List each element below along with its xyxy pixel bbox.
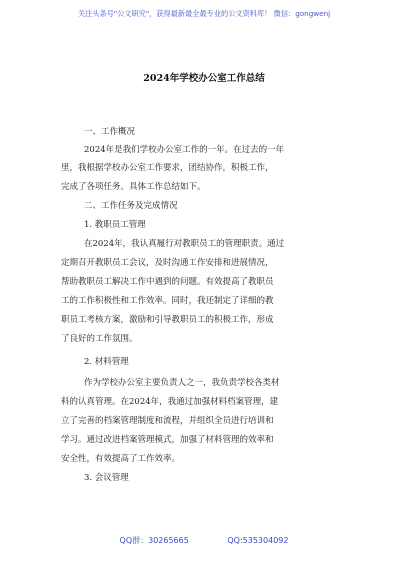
footer-contact [0, 535, 408, 546]
body-line: 立了完善的档案管理制度和流程，并组织全员进行培训和 [61, 416, 274, 426]
body-line: 安全性，有效提高了工作效率。 [61, 454, 181, 464]
body-line: 里，我根据学校办公室工作要求，团结协作，积极工作， [61, 163, 274, 173]
body-line: 定期召开教职员工会议，及时沟通工作安排和进展情况， [61, 258, 274, 268]
header-banner: 关注头条号"公文研究"，获得最新最全最专业的公文资料库！ 微信：gongwenj [77, 9, 331, 18]
body-line: 料的认真管理。在2024年，我通过加强材料档案管理，建 [61, 397, 279, 407]
body-line: 2024年是我们学校办公室工作的一年。在过去的一年 [84, 145, 285, 155]
body-line: 作为学校办公室主要负责人之一，我负责学校各类材 [84, 378, 280, 388]
body-line: 帮助教职员工解决工作中遇到的问题。有效提高了教职员 [61, 277, 274, 287]
section-heading: 二、工作任务及完成情况 [84, 201, 178, 211]
subsection-heading: 3. 会议管理 [84, 473, 129, 483]
body-line: 在2024年，我认真履行对教职员工的管理职责。通过 [84, 239, 285, 249]
body-line: 完成了各项任务。具体工作总结如下。 [61, 182, 206, 192]
body-line: 工的工作积极性和工作效率。同时，我还制定了详细的教 [61, 296, 274, 306]
subsection-heading: 1. 教职员工管理 [84, 220, 146, 230]
subsection-heading: 2. 材料管理 [84, 357, 129, 367]
qq-number-text: QQ:535304092 [227, 536, 289, 545]
body-line: 学习。通过改进档案管理模式，加强了材料管理的效率和 [61, 435, 274, 445]
body-line: 职员工考核方案，激励和引导教职员工的积极工作，形成 [61, 315, 274, 325]
body-line: 了良好的工作氛围。 [61, 334, 138, 344]
document-title: 2024年学校办公室工作总结 [143, 73, 265, 84]
qq-group-text: QQ群：30265665 [119, 536, 189, 545]
section-heading: 一、工作概况 [84, 127, 136, 137]
